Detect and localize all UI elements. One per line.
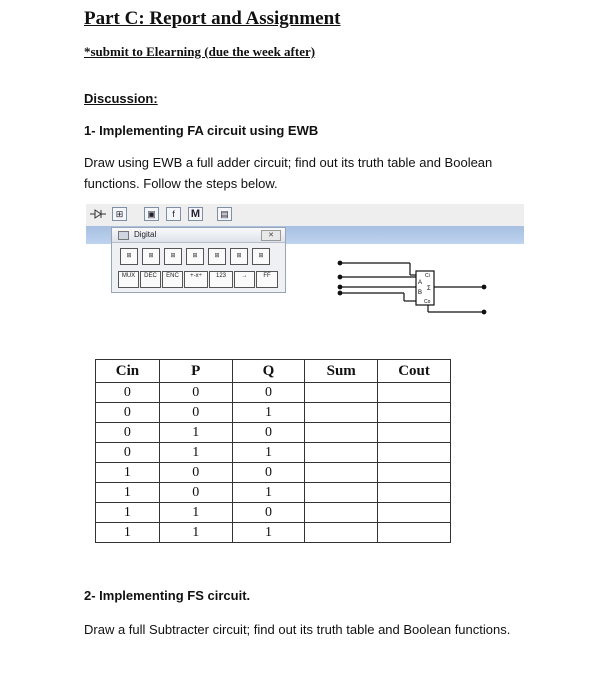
cell: 0 (96, 443, 160, 463)
digital-ic-icon[interactable]: ⊞ (112, 207, 127, 221)
table-row (96, 483, 451, 503)
cell: 0 (96, 403, 160, 423)
cell: 1 (232, 443, 305, 463)
pin-a: A (418, 280, 423, 286)
section1-heading: 1- Implementing FA circuit using EWB (84, 123, 319, 138)
cell (378, 483, 451, 503)
mux-button[interactable]: MUX (118, 271, 139, 288)
cell (378, 523, 451, 543)
output-node (482, 285, 487, 290)
input-node (338, 291, 343, 296)
cell: 0 (159, 383, 232, 403)
pin-sum: Σ (427, 286, 431, 292)
cell: 0 (159, 403, 232, 423)
pin-ci: Ci (425, 273, 430, 279)
indicator-icon[interactable]: ▣ (144, 207, 159, 221)
cell: 1 (159, 443, 232, 463)
digital-palette (111, 227, 286, 293)
input-node (338, 285, 343, 290)
palette-header (112, 228, 285, 243)
cell: 0 (232, 503, 305, 523)
table-row (96, 423, 451, 443)
chip-icon[interactable]: ⊞ (142, 248, 160, 265)
cell (305, 383, 378, 403)
chip-icon[interactable]: ⊞ (230, 248, 248, 265)
cell: 1 (96, 503, 160, 523)
cell (305, 423, 378, 443)
chip-icon[interactable]: ⊞ (252, 248, 270, 265)
palette-icon (118, 231, 129, 240)
truth-table (95, 359, 451, 543)
pin-co: Co (424, 299, 431, 305)
section1-instruction: Draw using EWB a full adder circuit; find out its truth table and Boolean functions. Follow the steps below. (84, 155, 493, 191)
cell (378, 503, 451, 523)
input-node (338, 275, 343, 280)
m-label: M (190, 208, 201, 220)
shift-button[interactable]: → (234, 271, 255, 288)
m-icon[interactable] (188, 207, 203, 221)
cell: 1 (232, 523, 305, 543)
ewb-toolbar (86, 204, 524, 227)
cell: 1 (232, 483, 305, 503)
table-row (96, 403, 451, 423)
cell: 0 (96, 383, 160, 403)
cell: 1 (159, 423, 232, 443)
header-sum: Sum (305, 360, 378, 383)
ff-button[interactable]: FF (256, 271, 278, 288)
table-header-row (96, 360, 451, 383)
cell (378, 383, 451, 403)
arith-button[interactable]: +-x÷ (184, 271, 208, 288)
display-icon[interactable]: ▤ (217, 207, 232, 221)
cell: 1 (96, 483, 160, 503)
cell (378, 463, 451, 483)
dec-button[interactable]: DEC (140, 271, 161, 288)
cell (305, 443, 378, 463)
cell (305, 523, 378, 543)
table-row (96, 523, 451, 543)
cell: 0 (232, 463, 305, 483)
section2-heading: 2- Implementing FS circuit. (84, 588, 251, 603)
cell: 0 (159, 483, 232, 503)
function-label: f (172, 209, 175, 219)
function-icon[interactable] (166, 207, 181, 221)
table-row (96, 503, 451, 523)
output-node (482, 310, 487, 315)
cell: 1 (96, 463, 160, 483)
chip-icon[interactable]: ⊞ (164, 248, 182, 265)
pin-b: B (418, 290, 423, 296)
cell (378, 443, 451, 463)
cell (305, 503, 378, 523)
cell (305, 403, 378, 423)
cell: 0 (159, 463, 232, 483)
cell: 0 (232, 383, 305, 403)
cell: 1 (159, 523, 232, 543)
input-node (338, 261, 343, 266)
table-row (96, 463, 451, 483)
table-row (96, 383, 451, 403)
chip-icon[interactable]: ⊞ (186, 248, 204, 265)
cell: 1 (232, 403, 305, 423)
chip-icon[interactable]: ⊞ (120, 248, 138, 265)
header-p: P (159, 360, 232, 383)
cell (305, 463, 378, 483)
submit-note: *submit to Elearning (due the week after) (84, 44, 316, 59)
full-adder-schematic (330, 255, 500, 325)
header-q: Q (232, 360, 305, 383)
cell: 1 (96, 523, 160, 543)
close-icon[interactable]: ✕ (261, 230, 281, 241)
table-row (96, 443, 451, 463)
enc-button[interactable]: ENC (162, 271, 183, 288)
palette-title: Digital (134, 230, 157, 239)
cell: 1 (159, 503, 232, 523)
header-cout: Cout (378, 360, 451, 383)
cell (378, 423, 451, 443)
cell: 0 (232, 423, 305, 443)
page-title: Part C: Report and Assignment (84, 8, 341, 29)
diode-icon (90, 208, 106, 221)
cell (378, 403, 451, 423)
counter-button[interactable]: 123 (209, 271, 233, 288)
header-cin: Cin (96, 360, 160, 383)
cell (305, 483, 378, 503)
cell: 0 (96, 423, 160, 443)
chip-icon[interactable]: ⊞ (208, 248, 226, 265)
section2-instruction: Draw a full Subtracter circuit; find out its truth table and Boolean functions. (84, 622, 511, 637)
discussion-heading: Discussion: (84, 91, 158, 106)
